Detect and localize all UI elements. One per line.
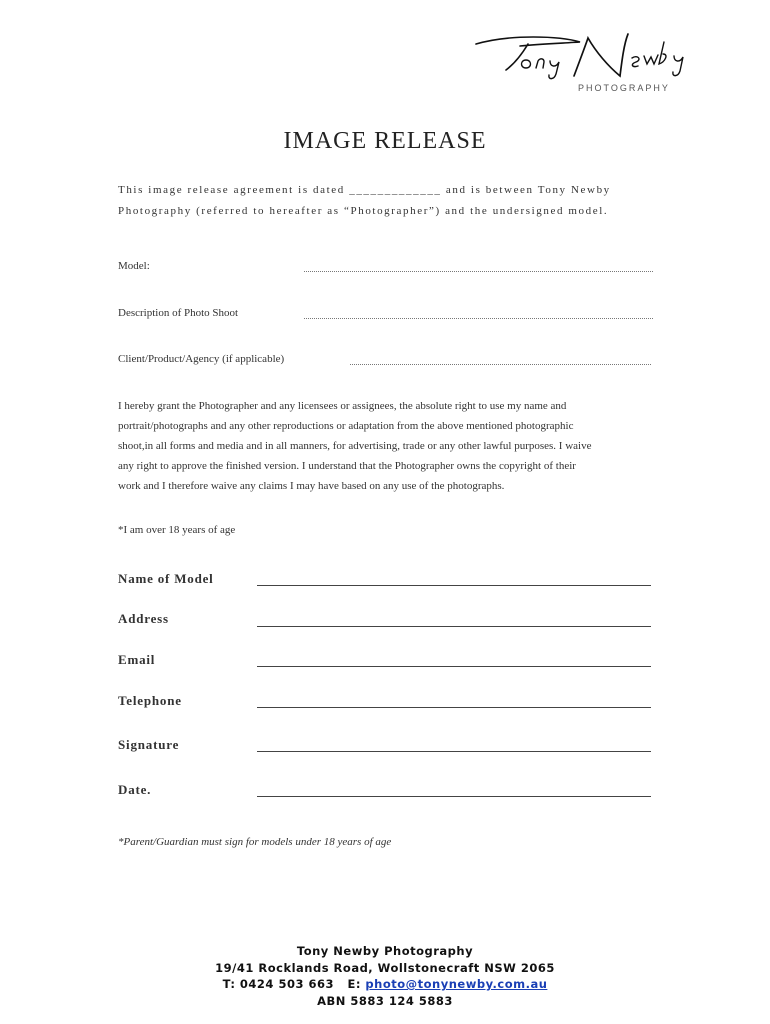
age-statement: *I am over 18 years of age bbox=[118, 524, 236, 536]
intro-line-2: Photography (referred to hereafter as “Photographer”) and the undersigned model. bbox=[118, 205, 609, 217]
grant-line-1: I hereby grant the Photographer and any licensees or assignees, the absolute right to use my name and bbox=[118, 400, 567, 412]
address-label: Address bbox=[118, 611, 169, 626]
telephone-label: Telephone bbox=[118, 693, 182, 708]
logo-t-stem bbox=[506, 44, 528, 70]
email-label: Email bbox=[118, 652, 156, 667]
footer-email-link[interactable]: photo@tonynewby.com.au bbox=[365, 977, 548, 991]
client-input-line[interactable] bbox=[350, 364, 651, 365]
logo-n bbox=[574, 34, 628, 76]
logo-ewby bbox=[632, 42, 683, 76]
footer-abn: ABN 5883 124 5883 bbox=[317, 993, 453, 1008]
logo-ony bbox=[522, 59, 560, 79]
signature-label: Signature bbox=[118, 737, 180, 752]
footer-business-name: Tony Newby Photography bbox=[296, 944, 474, 958]
email-line[interactable] bbox=[257, 666, 651, 667]
signature-line[interactable] bbox=[257, 751, 651, 752]
footer-contact bbox=[0, 976, 770, 993]
grant-paragraph bbox=[118, 396, 658, 496]
footer bbox=[0, 943, 770, 1009]
description-label: Description of Photo Shoot bbox=[118, 307, 239, 319]
date-label: Date. bbox=[118, 782, 152, 797]
model-label: Model: bbox=[118, 260, 150, 272]
footer-phone: T: 0424 503 663 E: bbox=[222, 977, 366, 991]
telephone-line[interactable] bbox=[257, 707, 651, 708]
address-line[interactable] bbox=[257, 626, 651, 627]
name-of-model-line[interactable] bbox=[257, 585, 651, 586]
grant-line-2: portrait/photographs and any other reproductions or adaptation from the above mentioned photographic bbox=[118, 420, 574, 432]
document-title: IMAGE RELEASE bbox=[283, 128, 487, 154]
grant-line-4: any right to approve the finished version. I understand that the Photographer owns the copyright of their bbox=[118, 460, 576, 472]
parent-guardian-note: *Parent/Guardian must sign for models under 18 years of age bbox=[118, 836, 392, 848]
intro-paragraph bbox=[118, 180, 658, 222]
name-of-model-label: Name of Model bbox=[118, 571, 214, 586]
grant-line-5: work and I therefore waive any claims I may have based on any use of the photographs. bbox=[118, 480, 505, 492]
logo-tagline: PHOTOGRAPHY bbox=[578, 83, 670, 93]
intro-line-1: This image release agreement is dated _____________ and is between Tony Newby bbox=[118, 184, 611, 196]
footer-address: 19/41 Rocklands Road, Wollstonecraft NSW 2065 bbox=[215, 960, 555, 975]
client-label: Client/Product/Agency (if applicable) bbox=[118, 353, 285, 365]
model-input-line[interactable] bbox=[304, 271, 653, 272]
grant-line-3: shoot,in all forms and media and in all manners, for advertising, trade or any other lawful purposes. I waive bbox=[118, 440, 592, 452]
date-line[interactable] bbox=[257, 796, 651, 797]
tony-newby-photography-logo bbox=[470, 30, 735, 98]
description-input-line[interactable] bbox=[304, 318, 653, 319]
